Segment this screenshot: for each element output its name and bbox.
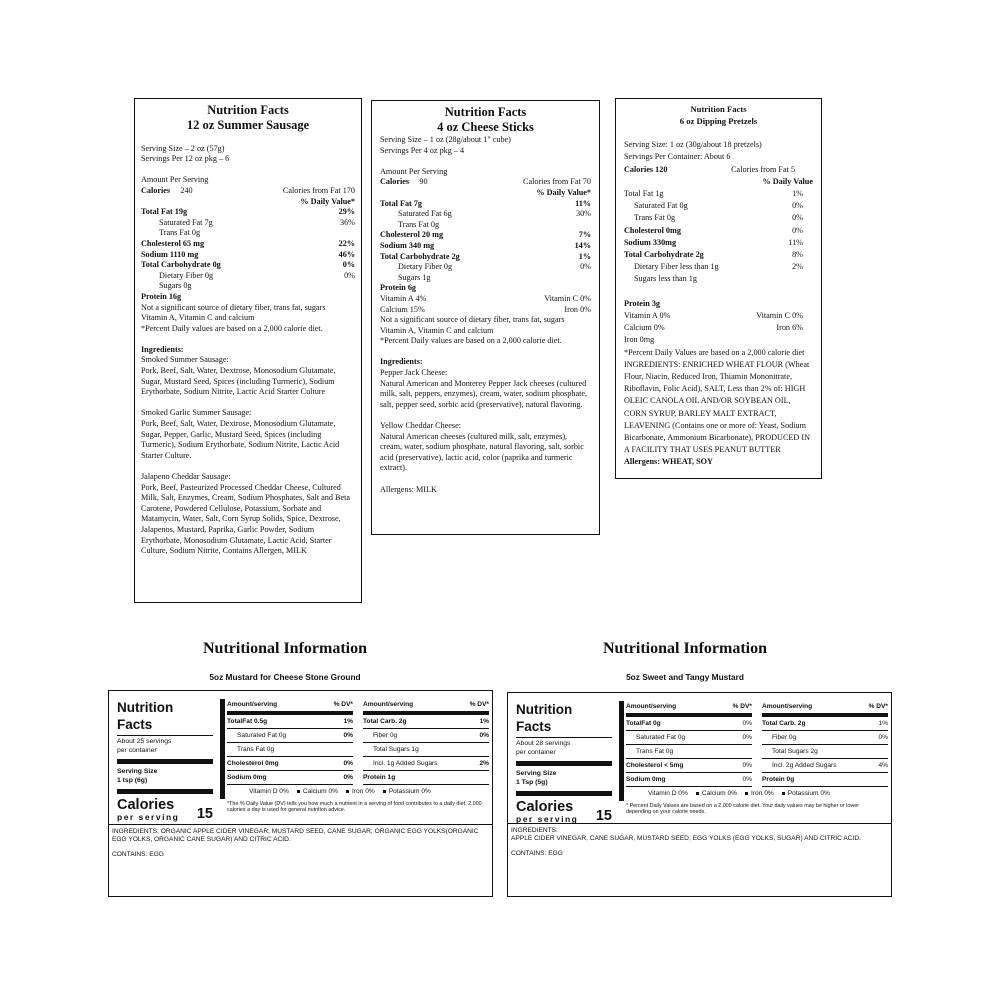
nutrient-name: Sugars 1g bbox=[398, 272, 431, 282]
nutrient-name: Dietary Fiber 0g bbox=[398, 262, 453, 272]
nutrient-name: Dietary Fiber 0g bbox=[159, 270, 214, 280]
facts-heading: Facts bbox=[117, 717, 153, 732]
footnote: * Percent Daily Values are based on a 2,000 calorie diet. Your daily values may be higher or lower depending on your calorie needs. bbox=[626, 803, 860, 816]
nutrient-name: Incl. 1g Added Sugars bbox=[373, 760, 438, 767]
ingredient-group-text: Pork, Beef, Salt, Water, Dextrose, Monosodium Glutamate, Sugar, Mustard Seed, Spices (including Turmeric), Sodium Erythorbate, Sodium Nitrite, Lactic Acid Starter Culture bbox=[141, 366, 336, 397]
nutrient-table-right bbox=[363, 701, 489, 785]
nutrient-name: Protein 6g bbox=[380, 283, 417, 293]
serving-size-label: Serving Size bbox=[516, 770, 557, 777]
note-line: *Percent Daily values are based on a 2,000 calorie diet. bbox=[141, 323, 323, 333]
nutrient-dv: 0% bbox=[792, 213, 803, 223]
iron: Iron 0% bbox=[751, 790, 774, 797]
amount-per-serving: Amount Per Serving bbox=[141, 175, 209, 185]
calories-from-fat: Calories from Fat 5 bbox=[731, 164, 795, 174]
ingredient-group-name: Smoked Summer Sausage: bbox=[141, 355, 229, 365]
ingredients-text: INGREDIENTS: ENRICHED WHEAT FLOUR (Wheat Flour, Niacin, Reduced Iron, Thiamin Mononitrate, Riboflavin, Folic Acid), SALT, Less than 2% of: HIGH OLEIC CANOLA OIL AND/OR SOYBEAN OIL, CORN SYRUP, BARLEY MALT EXTRACT, LEAVENING (Contains one or more of: Yeast, Sodium Bicarbonate, Ammonium Bicarbonate), PRODUCED IN A FACILITY THAT USES PEANUT BUTTER bbox=[624, 359, 811, 455]
per-serving: per serving bbox=[117, 812, 180, 823]
nutrient-name: Total Carbohydrate 2g bbox=[380, 251, 460, 261]
nutrient-name: Trans Fat 0g bbox=[237, 746, 275, 753]
nutrient-dv: 2% bbox=[479, 760, 489, 767]
nutrient-name: Protein 1g bbox=[363, 774, 396, 781]
nutrient-dv: 29% bbox=[338, 207, 355, 217]
protein: Protein 3g bbox=[624, 298, 661, 308]
nutrient-name: Sugars 0g bbox=[159, 281, 192, 291]
note-line: Not a significant source of dietary fiber, trans fat, sugars bbox=[141, 302, 326, 312]
daily-value-header: % Daily Value* bbox=[300, 196, 355, 206]
calcium: Calcium 0% bbox=[624, 323, 665, 333]
dv-header: % DV* bbox=[333, 701, 353, 708]
nutrient-name: Protein 0g bbox=[762, 776, 795, 783]
ingredients-label: Ingredients: bbox=[141, 344, 184, 354]
nutrient-name: Cholesterol < 5mg bbox=[626, 762, 684, 769]
nutrient-name: Trans Fat 0g bbox=[159, 228, 201, 238]
nutrient-name: Cholesterol 65 mg bbox=[141, 238, 205, 248]
contains-allergen: CONTAINS: EGG bbox=[112, 851, 164, 859]
calories-from-fat: Calories from Fat 170 bbox=[282, 185, 355, 195]
nutrient-dv bbox=[323, 746, 353, 754]
iron: Iron 0% bbox=[352, 788, 375, 795]
nutrient-name: Total Sugars 2g bbox=[772, 748, 818, 755]
calcium: Calcium 15% bbox=[380, 304, 425, 314]
nutrient-dv: 0% bbox=[344, 270, 355, 280]
per-container: per container bbox=[516, 748, 556, 756]
nutrient-name: Sodium 0mg bbox=[227, 774, 267, 781]
serving-size: Serving Size: 1 oz (30g/about 18 pretzels) bbox=[624, 140, 762, 150]
ingredient-group-text: Natural American cheeses (cultured milk, salt, enzymes), cream, water, sodium phosphate, natural flavoring, salt, sorbic acid (preservative), lactic acid, color (paprika and turmeric extract). bbox=[380, 431, 584, 473]
nutrient-name: Saturated Fat 0g bbox=[636, 734, 686, 741]
nutrient-dv bbox=[858, 776, 888, 784]
per-container: per container bbox=[117, 746, 157, 754]
mustard2-subtitle: 5oz Sweet and Tangy Mustard bbox=[626, 672, 744, 682]
nutrient-name: Dietary Fiber less than 1g bbox=[634, 262, 719, 272]
nutrition-heading: Nutrition bbox=[117, 700, 174, 715]
nutrient-name: Trans Fat 0g bbox=[398, 219, 440, 229]
panel-heading: Nutrition Facts bbox=[690, 104, 747, 114]
servings-per: Servings Per 12 oz pkg – 6 bbox=[141, 154, 230, 164]
nutrient-name: Trans Fat 0g bbox=[636, 748, 674, 755]
nutrient-name: Cholesterol 20 mg bbox=[380, 230, 444, 240]
nutrient-dv: 0% bbox=[792, 225, 803, 235]
calories-from-fat: Calories from Fat 70 bbox=[523, 177, 591, 187]
nutrition-facts-block bbox=[516, 701, 612, 824]
nutrient-name: Protein 16g bbox=[141, 291, 182, 301]
nutrient-name: Trans Fat 0g bbox=[634, 213, 676, 223]
nutrient-name: TotalFat 0.5g bbox=[227, 718, 268, 725]
panel-heading: Nutrition Facts bbox=[444, 105, 527, 119]
calories-value: 240 bbox=[180, 185, 193, 195]
mustard2-title: Nutritional Information bbox=[603, 640, 767, 657]
nutrient-dv: 0% bbox=[742, 762, 752, 769]
ingredient-group-name: Pepper Jack Cheese: bbox=[380, 368, 448, 378]
nutrient-dv: 1% bbox=[792, 189, 803, 198]
cheese-sticks-nutrition-panel bbox=[371, 100, 600, 535]
note-line: Vitamin A, Vitamin C and calcium bbox=[141, 313, 255, 323]
ingredients-label: INGREDIENTS: bbox=[511, 827, 558, 834]
summer-sausage-nutrition-panel bbox=[134, 98, 362, 603]
ingredients-label: Ingredients: bbox=[380, 357, 423, 367]
nutrient-dv: 0% bbox=[742, 776, 752, 783]
nutrient-dv: 0% bbox=[343, 774, 353, 781]
nutrient-name: Sodium 1110 mg bbox=[141, 249, 199, 259]
calories-label: Calories bbox=[516, 799, 574, 816]
nutrient-table-left bbox=[626, 703, 752, 787]
nutrient-name: Saturated Fat 6g bbox=[398, 209, 452, 219]
nutrient-name: Saturated Fat 0g bbox=[634, 201, 688, 211]
contains-allergen: CONTAINS: EGG bbox=[511, 850, 563, 858]
daily-value-header: % Daily Value* bbox=[536, 187, 591, 197]
note-line: Vitamin A, Vitamin C and calcium bbox=[380, 325, 494, 335]
dipping-pretzels-nutrition-panel bbox=[615, 98, 822, 479]
nutrient-dv: 0% bbox=[479, 732, 489, 739]
nutrient-name: TotalFat 0g bbox=[626, 720, 661, 727]
nutrient-name: Sodium 0mg bbox=[626, 776, 666, 783]
mustard1-nutrition-label bbox=[108, 690, 493, 897]
calcium: Calcium 0% bbox=[701, 790, 738, 797]
nutrient-name: Fiber 0g bbox=[772, 734, 797, 741]
nutrient-name: Sugars less than 1g bbox=[634, 274, 697, 284]
nutrient-name: Total Fat 19g bbox=[141, 207, 188, 217]
calories-label: Calories bbox=[380, 177, 410, 187]
mustard1-title: Nutritional Information bbox=[203, 640, 367, 657]
mustard2-nutrition-label bbox=[507, 692, 892, 897]
ingredients-text: APPLE CIDER VINEGAR, CANE SUGAR, MUSTARD SEED, EGG YOLKS (EGG YOLKS, SUGAR) AND CITRIC ACID. bbox=[511, 835, 861, 843]
serving-size-value: 1 Tsp (5g) bbox=[516, 778, 548, 786]
nutrient-dv: 0% bbox=[580, 262, 591, 272]
amount-header: Amount/serving bbox=[363, 701, 414, 708]
iron: Iron 6% bbox=[776, 323, 803, 333]
vitamin-a: Vitamin A 0% bbox=[624, 311, 671, 321]
amount-header: Amount/serving bbox=[227, 701, 278, 708]
vitamins-row bbox=[249, 787, 437, 796]
nutrient-name: Saturated Fat 0g bbox=[237, 732, 287, 739]
nutrient-name: Sodium 330mg bbox=[624, 237, 677, 247]
product-name: 12 oz Summer Sausage bbox=[186, 118, 310, 132]
serving-size-value: 1 tsp (6g) bbox=[117, 776, 148, 784]
ingredient-group-name: Smoked Garlic Summer Sausage: bbox=[141, 408, 252, 418]
vitamin-c: Vitamin C 0% bbox=[756, 311, 803, 321]
panel-heading: Nutrition Facts bbox=[207, 103, 289, 117]
nutrient-table-left bbox=[227, 701, 353, 785]
product-name: 4 oz Cheese Sticks bbox=[437, 120, 534, 134]
allergens: Allergens: MILK bbox=[380, 484, 437, 494]
ingredient-group-text: Pork, Beef, Pasteurized Processed Cheddar Cheese, Cultured Milk, Salt, Enzymes, Cream, Sodium Phosphates, Salt and Beta Carotene, Powdered Cellulose, Potassium, Sorbate and Matamycin, Water, Salt, Corn Syrup Solids, Spice, Dextrose, Jalapenos, Mustard, Paprika, Garlic Powder, Sodium Erythorbate, Monosodium Glutamate, Lactic Acid, Starter Culture, Sodium Nitrite, Contains Allergen, MILK bbox=[141, 482, 350, 556]
nutrient-dv: 11% bbox=[575, 198, 591, 208]
nutrient-dv: 0% bbox=[342, 260, 355, 270]
dv-header: % DV* bbox=[732, 703, 752, 710]
nutrient-dv: 1% bbox=[343, 718, 353, 725]
vitamin-d: Vitamin D 0% bbox=[648, 790, 688, 797]
calories-label: Calories bbox=[141, 185, 171, 195]
calcium: Calcium 0% bbox=[302, 788, 339, 795]
nutrient-name: Total Carbohydrate 2g bbox=[624, 250, 704, 260]
product-name: 6 oz Dipping Pretzels bbox=[679, 116, 758, 126]
nutrition-heading: Nutrition bbox=[516, 702, 573, 717]
ingredient-group-text: Pork, Beef, Salt, Water, Dextrose, Monosodium Glutamate, Sugar, Pepper, Garlic, Mustard Seed, Spices (including Turmeric), Sodium Erythorbate, Sodium Nitrite, Lactic Acid Starter Culture. bbox=[141, 419, 340, 460]
nutrient-dv: 7% bbox=[578, 230, 591, 240]
vitamin-a: Vitamin A 4% bbox=[380, 293, 427, 303]
ingredient-group-name: Jalapeno Cheddar Sausage: bbox=[141, 472, 231, 481]
servings-per: Servings Per 4 oz pkg – 4 bbox=[380, 145, 465, 155]
nutrient-name: Total Carb. 2g bbox=[363, 718, 407, 725]
nutrient-name: Cholesterol 0mg bbox=[624, 225, 681, 235]
nutrient-dv: 0% bbox=[878, 734, 888, 741]
nutrient-dv: 1% bbox=[878, 720, 888, 727]
nutrient-dv: 4% bbox=[878, 762, 888, 769]
ingredients-box bbox=[109, 824, 492, 863]
note-line: *Percent Daily Values are based on a 2,000 calorie diet bbox=[624, 347, 805, 357]
nutrient-dv: 1% bbox=[479, 718, 489, 725]
vitamin-c: Vitamin C 0% bbox=[544, 293, 591, 303]
iron: Iron 0% bbox=[564, 304, 591, 314]
servings-per: Servings Per Container: About 6 bbox=[624, 152, 731, 162]
ingredient-group-text: Natural American and Monterey Pepper Jack cheeses (cultured milk, salt, peppers, enzymes), cream, water, sodium phosphate, salt, pepper seed, sorbic acid (preservative), natural flavoring. bbox=[380, 378, 588, 409]
nutrient-dv: 8% bbox=[792, 250, 803, 260]
nutrient-dv: 30% bbox=[575, 209, 591, 219]
serving-size: Serving Size – 2 oz (57g) bbox=[141, 143, 225, 153]
dv-header: % DV* bbox=[469, 701, 489, 708]
ingredient-group-name: Yellow Cheddar Cheese: bbox=[380, 421, 462, 431]
nutrient-dv bbox=[459, 774, 489, 782]
calories-value: 15 bbox=[196, 806, 213, 823]
note-line: *Percent Daily values are based on a 2,000 calorie diet. bbox=[380, 336, 562, 346]
nutrient-table-right bbox=[762, 703, 888, 787]
nutrient-name: Saturated Fat 7g bbox=[159, 217, 213, 227]
nutrient-dv: 0% bbox=[792, 201, 803, 211]
nutrient-dv: 1% bbox=[578, 251, 591, 261]
vitamin-d: Vitamin D 0% bbox=[249, 788, 289, 795]
per-serving: per serving bbox=[516, 814, 579, 825]
nutrient-dv: 36% bbox=[339, 217, 355, 227]
serving-size: Serving Size – 1 oz (28g/about 1" cube) bbox=[380, 135, 511, 144]
nutrient-dv: 11% bbox=[788, 237, 803, 247]
calories-value: Calories 120 bbox=[624, 164, 668, 174]
footnote: *The % Daily Value (DV) tells you how much a nutrient in a serving of food contributes to a daily diet. 2,000 calories a day is used for general nutrition advice. bbox=[227, 801, 482, 814]
note-line: Not a significant source of dietary fiber, trans fat, sugars bbox=[380, 315, 565, 325]
dv-header: % DV* bbox=[868, 703, 888, 710]
calories-value: 15 bbox=[595, 808, 612, 825]
calories-value: 90 bbox=[419, 177, 428, 187]
nutrient-name: Total Fat 7g bbox=[380, 198, 422, 208]
nutrient-dv: 22% bbox=[338, 238, 355, 248]
calories-label: Calories bbox=[117, 797, 175, 814]
nutrient-dv: 2% bbox=[792, 262, 803, 272]
nutrient-dv bbox=[722, 748, 752, 756]
nutrient-name: Total Carb. 2g bbox=[762, 720, 806, 727]
nutrient-dv: 0% bbox=[343, 732, 353, 739]
serving-size-label: Serving Size bbox=[117, 768, 158, 775]
servings-count: About 28 servings bbox=[516, 740, 571, 747]
nutrient-name: Fiber 0g bbox=[373, 732, 398, 739]
nutrient-dv bbox=[459, 746, 489, 754]
mustard1-subtitle: 5oz Mustard for Cheese Stone Ground bbox=[209, 672, 361, 682]
nutrient-name: Sodium 340 mg bbox=[380, 240, 435, 250]
nutrient-dv: 0% bbox=[343, 760, 353, 767]
daily-value-header: % Daily Value bbox=[762, 176, 813, 186]
potassium: Potassium 0% bbox=[787, 790, 830, 797]
vitamins-row bbox=[648, 789, 836, 798]
facts-heading: Facts bbox=[516, 719, 552, 734]
nutrient-name: Incl. 2g Added Sugars bbox=[772, 762, 837, 769]
iron-mg: Iron 0mg bbox=[624, 335, 655, 345]
amount-header: Amount/serving bbox=[626, 703, 677, 710]
nutrient-name: Total Carbohydrate 0g bbox=[141, 260, 221, 270]
nutrient-name: Cholesterol 0mg bbox=[227, 760, 279, 767]
ingredients-box bbox=[508, 823, 891, 862]
nutrition-facts-block bbox=[117, 699, 213, 822]
amount-per-serving: Amount Per Serving bbox=[380, 166, 448, 176]
nutrient-dv: 46% bbox=[338, 249, 355, 259]
allergens: Allergens: WHEAT, SOY bbox=[624, 457, 713, 467]
potassium: Potassium 0% bbox=[388, 788, 431, 795]
nutrient-dv: 14% bbox=[574, 240, 591, 250]
nutrient-name: Total Fat 1g bbox=[624, 189, 664, 198]
nutrient-dv: 0% bbox=[742, 720, 752, 727]
amount-header: Amount/serving bbox=[762, 703, 813, 710]
nutrient-dv: 0% bbox=[742, 734, 752, 741]
ingredients-text: INGREDIENTS: ORGANIC APPLE CIDER VINEGAR, MUSTARD SEED, CANE SUGAR, ORGANIC EGG YOLKS(ORGANIC EGG YOLKS, ORGANIC CANE SUGAR) AND CITRIC ACID. bbox=[112, 828, 479, 844]
nutrient-name: Total Sugars 1g bbox=[373, 746, 419, 753]
nutrient-dv bbox=[858, 748, 888, 756]
servings-count: About 25 servings bbox=[117, 738, 172, 745]
